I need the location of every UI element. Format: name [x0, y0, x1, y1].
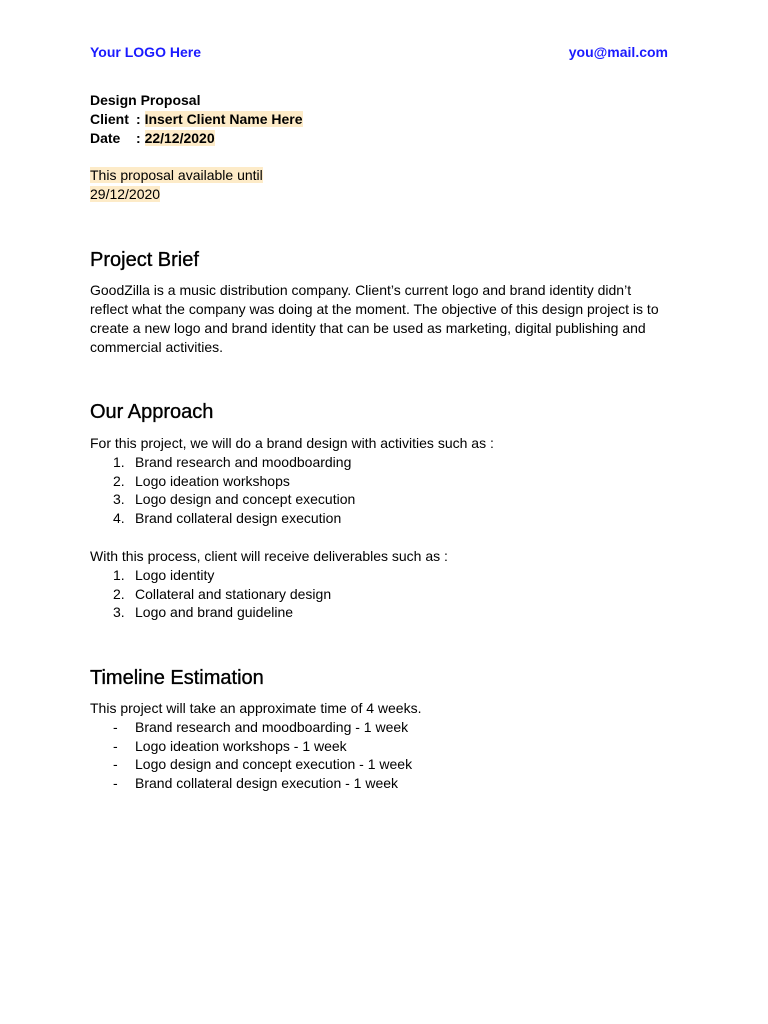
list-item: [90, 509, 355, 528]
list-text: Logo design and concept execution: [135, 491, 356, 508]
list-item: [90, 453, 355, 472]
list-item: [90, 603, 331, 622]
list-number: 1.: [113, 567, 125, 583]
availability-note: [90, 166, 290, 204]
list-bullet: -: [113, 719, 118, 735]
deliverables-list: [90, 566, 331, 622]
list-item: [90, 718, 412, 737]
list-number: 4.: [113, 510, 125, 527]
project-brief-heading: Project Brief: [90, 249, 199, 271]
proposal-meta: [90, 91, 303, 148]
deliverables-intro: With this process, client will receive deliverables such as :: [90, 548, 448, 564]
list-number: 2.: [113, 472, 125, 489]
logo-placeholder: Your LOGO Here: [90, 44, 201, 60]
list-number: 1.: [113, 454, 125, 470]
list-item: [90, 472, 355, 491]
proposal-title: Design Proposal: [90, 92, 201, 108]
date-row: [90, 129, 303, 148]
list-item: [90, 737, 412, 756]
list-number: 2.: [113, 585, 125, 602]
list-item: [90, 490, 355, 509]
list-text: Collateral and stationary design: [135, 585, 332, 602]
list-number: 3.: [113, 604, 125, 621]
client-label: Client: [90, 111, 129, 127]
list-text: Brand research and moodboarding - 1 week: [135, 719, 409, 735]
list-text: Logo identity: [135, 567, 215, 583]
approach-intro: For this project, we will do a brand design with activities such as :: [90, 435, 494, 451]
date-value: 22/12/2020: [144, 130, 215, 146]
date-separator: :: [136, 130, 145, 146]
client-value: Insert Client Name Here: [144, 111, 303, 127]
approach-heading: Our Approach: [90, 401, 214, 423]
list-text: Brand research and moodboarding: [135, 454, 352, 470]
list-text: Logo ideation workshops - 1 week: [135, 737, 347, 754]
document-header: [90, 44, 668, 64]
list-item: [90, 585, 331, 604]
timeline-intro: This project will take an approximate time of 4 weeks.: [90, 700, 422, 716]
timeline-list: [90, 718, 412, 793]
project-brief-text: GoodZilla is a music distribution company. Client’s current logo and brand identity didn’t reflect what the company was doing at the moment. The objective of this design project is to create a new logo and brand identity that can be used as marketing, digital publishing and commercial activities.: [90, 282, 659, 355]
activities-list: [90, 453, 355, 528]
list-text: Brand collateral design execution: [135, 510, 342, 527]
list-text: Logo design and concept execution - 1 week: [135, 756, 413, 773]
list-bullet: -: [113, 756, 118, 773]
list-number: 3.: [113, 491, 125, 508]
list-item: [90, 566, 331, 585]
list-text: Brand collateral design execution - 1 week: [135, 775, 399, 792]
list-text: Logo and brand guideline: [135, 604, 294, 621]
availability-line-1: This proposal available until: [90, 167, 263, 183]
date-label: Date: [90, 130, 121, 146]
list-bullet: -: [113, 737, 118, 754]
list-item: [90, 774, 412, 793]
timeline-heading: Timeline Estimation: [90, 667, 264, 689]
list-text: Logo ideation workshops: [135, 472, 290, 489]
list-item: [90, 755, 412, 774]
client-separator: :: [136, 111, 145, 127]
client-row: [90, 110, 303, 129]
availability-line-2: 29/12/2020: [90, 186, 161, 202]
document-page: [90, 0, 668, 1024]
email-address: you@mail.com: [568, 44, 668, 60]
list-bullet: -: [113, 775, 118, 792]
